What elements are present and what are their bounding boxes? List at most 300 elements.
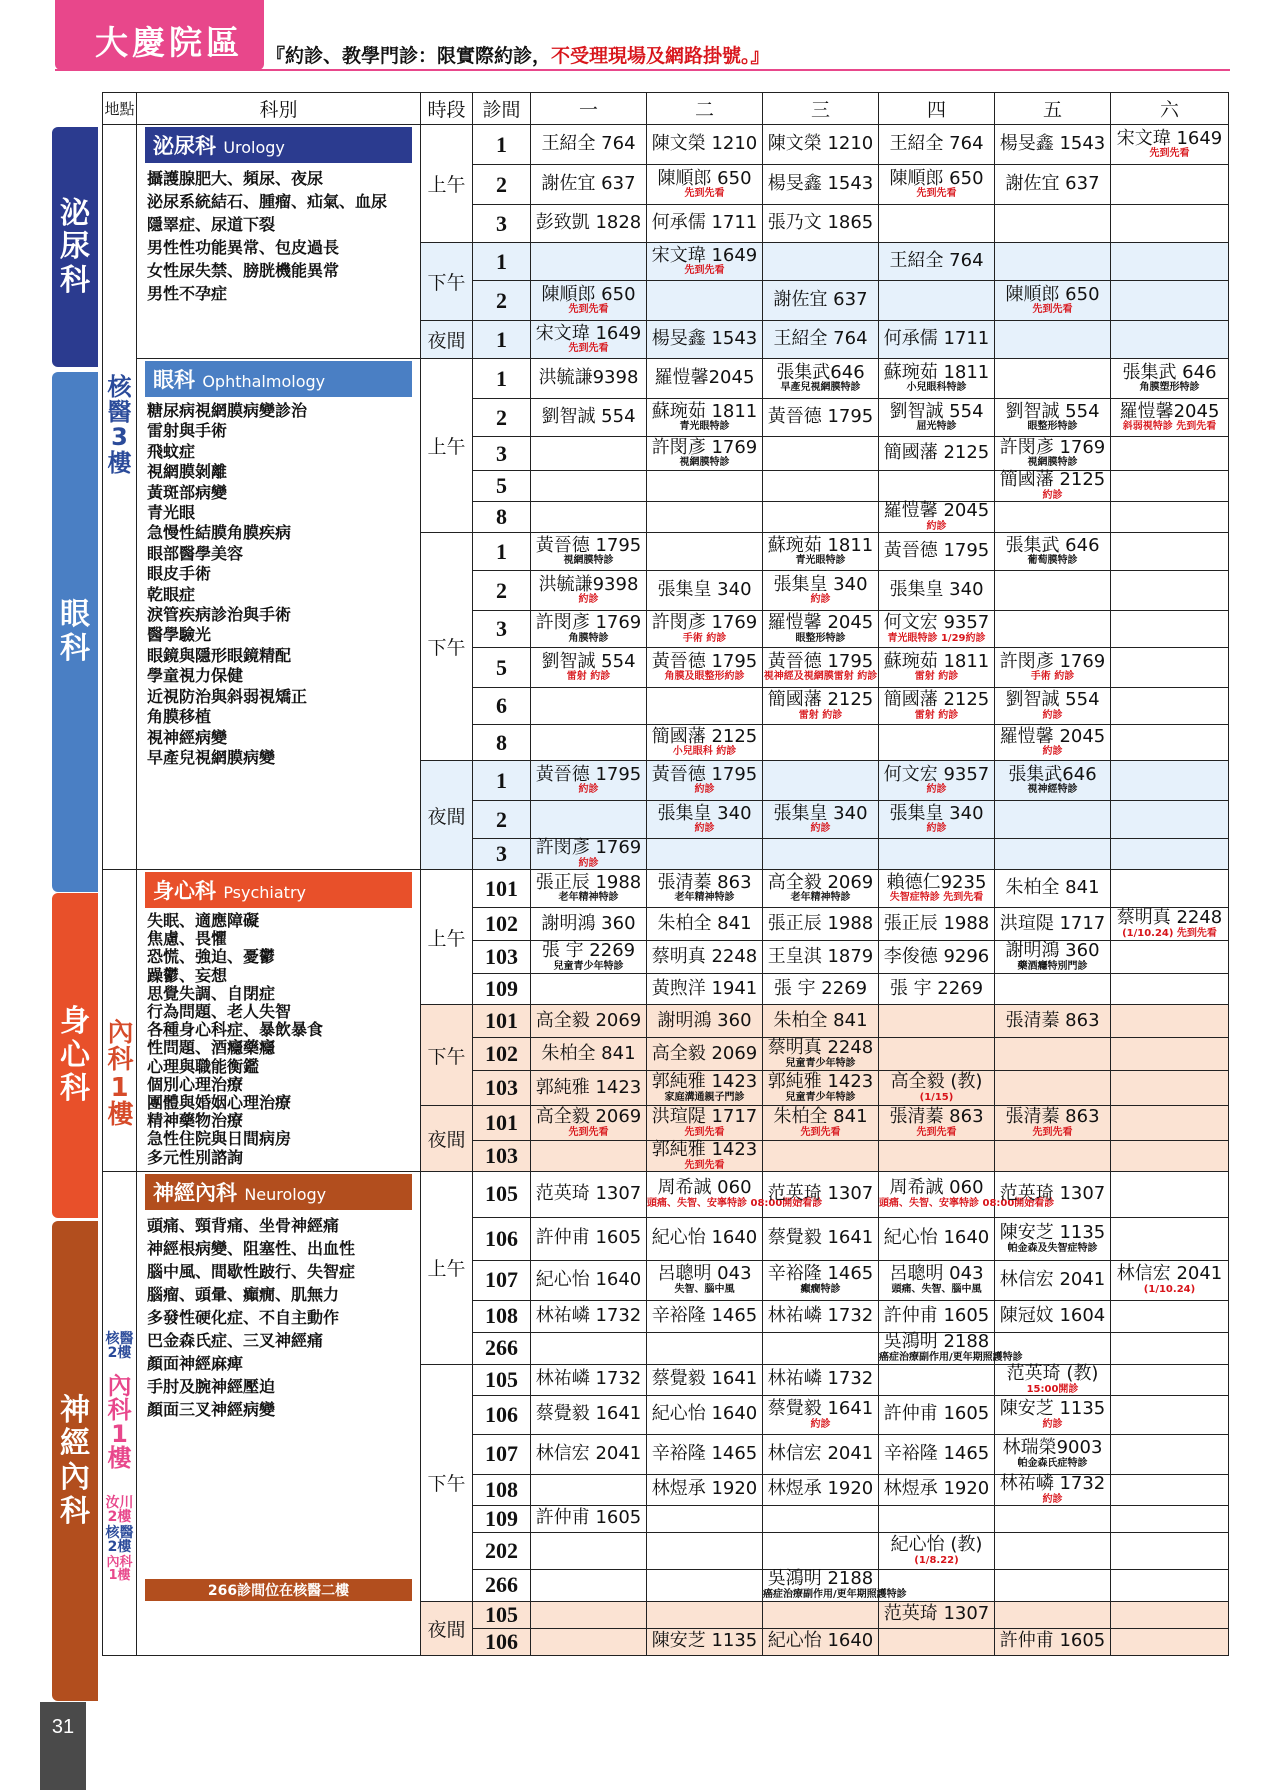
doctor-cell <box>531 725 647 761</box>
doctor-cell <box>1111 1601 1229 1628</box>
doctor-cell <box>1111 1106 1229 1141</box>
doctor-name: 劉智誠 554 <box>541 406 636 428</box>
doctor-cell <box>1111 688 1229 725</box>
doctor-note: 15:00開診 <box>1026 1383 1079 1395</box>
doctor-cell <box>1111 1364 1229 1395</box>
doctor-name: 楊旻鑫 1543 <box>651 328 758 350</box>
doctor-cell <box>1111 1038 1229 1071</box>
doctor-name: 蘇琬茹 1811 <box>767 534 874 556</box>
doctor-cell <box>995 243 1111 281</box>
doctor-name: 周希誠 060 <box>657 1177 752 1199</box>
doctor-name: 辛裕隆 1465 <box>651 1304 758 1326</box>
doctor-note: 頭痛、失智、安寧特診 08:00開始看診 <box>647 1198 823 1210</box>
doctor-cell <box>1111 839 1229 870</box>
subject-item: 學童視力保健 <box>147 666 244 686</box>
doctor-name: 羅愷馨2045 <box>1119 400 1220 422</box>
doctor-name: 張正辰 1988 <box>767 912 874 934</box>
subject-title-psychiatry <box>145 872 412 908</box>
period-cell: 夜間 <box>421 1106 473 1172</box>
subject-title-zh: 泌尿科 <box>153 134 216 158</box>
doctor-cell <box>763 1395 879 1434</box>
doctor-name: 陳順郎 650 <box>657 167 752 189</box>
doctor-name: 羅愷馨 2045 <box>767 612 874 634</box>
doctor-name: 蔡覺毅 1641 <box>651 1368 758 1390</box>
col-room: 診間 <box>473 93 531 125</box>
doctor-note: 約診 <box>810 594 831 606</box>
subject-item: 醫學驗光 <box>147 625 212 645</box>
doctor-name: 李俊德 9296 <box>883 945 990 967</box>
doctor-cell <box>995 839 1111 870</box>
doctor-cell <box>763 1601 879 1628</box>
doctor-cell <box>995 471 1111 502</box>
doctor-name: 范英琦 1307 <box>883 1603 990 1625</box>
doctor-name: 紀心怡 (教) <box>890 1533 983 1555</box>
doctor-cell <box>531 165 647 205</box>
doctor-cell <box>879 1364 995 1395</box>
room-number: 109 <box>473 1505 531 1532</box>
doctor-name: 范英琦 1307 <box>535 1182 642 1204</box>
doctor-note: 眼整形特診 <box>1027 421 1078 433</box>
doctor-cell <box>531 1505 647 1532</box>
doctor-note: 癌症治療副作用/更年期照護特診 <box>879 1352 1023 1364</box>
period-cell: 上午 <box>421 870 473 1005</box>
subject-item: 眼部醫學美容 <box>147 543 244 563</box>
doctor-note: 青光眼特診 <box>795 555 846 567</box>
doctor-cell <box>763 611 879 648</box>
doctor-note: 先到先看 <box>1032 304 1073 316</box>
doctor-name: 林信宏 2041 <box>767 1442 874 1464</box>
doctor-name: 林煜承 1920 <box>651 1478 758 1500</box>
doctor-cell <box>531 1395 647 1434</box>
doctor-cell <box>879 908 995 941</box>
room-number: 105 <box>473 1601 531 1628</box>
doctor-cell <box>995 688 1111 725</box>
subject-title-ophthalmology <box>145 361 412 397</box>
doctor-note: 約診 <box>810 823 831 835</box>
doctor-name: 張 宇 2269 <box>541 940 636 962</box>
doctor-note: 約診 <box>578 784 599 796</box>
doctor-name: 紀心怡 1640 <box>535 1268 642 1290</box>
doctor-cell <box>763 571 879 611</box>
doctor-cell <box>1111 281 1229 321</box>
doctor-name: 張集武 646 <box>1122 361 1217 383</box>
doctor-name: 張集皇 340 <box>889 579 984 601</box>
doctor-cell <box>1111 1071 1229 1106</box>
doctor-cell <box>531 1474 647 1505</box>
doctor-cell <box>995 281 1111 321</box>
doctor-note: 頭痛、失智、腦中風 <box>891 1284 982 1296</box>
doctor-cell <box>531 974 647 1005</box>
doctor-cell <box>995 437 1111 471</box>
room-number: 107 <box>473 1434 531 1474</box>
doctor-name: 張清蓁 863 <box>657 871 752 893</box>
doctor-cell <box>1111 125 1229 165</box>
room-number: 106 <box>473 1395 531 1434</box>
doctor-note: 兒童青少年特診 <box>553 960 624 972</box>
doctor-name: 范英琦 1307 <box>767 1182 874 1204</box>
room-number: 101 <box>473 1106 531 1141</box>
subject-item: 早產兒視網膜病變 <box>147 747 276 767</box>
doctor-cell <box>879 870 995 908</box>
subject-item: 女性尿失禁、膀胱機能異常 <box>147 261 340 280</box>
doctor-cell <box>763 1434 879 1474</box>
doctor-name: 張集皇 340 <box>657 579 752 601</box>
doctor-cell <box>763 1300 879 1332</box>
doctor-note: (1/15) <box>919 1091 954 1103</box>
subject-item: 視網膜剝離 <box>147 462 228 482</box>
doctor-name: 張集皇 340 <box>889 802 984 824</box>
doctor-cell <box>763 125 879 165</box>
doctor-note: 先到先看 <box>684 188 725 200</box>
doctor-name: 張集武 646 <box>1005 534 1100 556</box>
doctor-cell <box>995 1038 1111 1071</box>
location-ruchuan2: 汝川2樓 <box>105 1494 134 1525</box>
doctor-cell <box>995 205 1111 243</box>
subject-item: 近視防治與斜弱視矯正 <box>147 686 308 706</box>
doctor-note: 早產兒視網膜特診 <box>780 382 861 394</box>
doctor-cell <box>995 1141 1111 1172</box>
doctor-name: 周希誠 060 <box>889 1177 984 1199</box>
doctor-name: 張正辰 1988 <box>535 871 642 893</box>
doctor-name: 許閔彥 1769 <box>535 837 642 859</box>
subject-item: 乾眼症 <box>147 584 196 604</box>
doctor-name: 黃晉德 1795 <box>767 406 874 428</box>
doctor-cell <box>995 941 1111 974</box>
subject-title-en: Neurology <box>244 1184 327 1204</box>
doctor-note: 約診 <box>926 784 947 796</box>
room-number: 103 <box>473 1141 531 1172</box>
doctor-name: 黃晉德 1795 <box>767 650 874 672</box>
doctor-name: 朱柏全 841 <box>541 1042 636 1064</box>
doctor-name: 林信宏 2041 <box>999 1268 1106 1290</box>
campus-title: 大慶院區 <box>55 0 264 70</box>
doctor-cell <box>647 502 763 533</box>
doctor-cell <box>647 1434 763 1474</box>
subject-item: 多發性硬化症、不自主動作 <box>147 1307 340 1327</box>
room-number: 1 <box>473 761 531 801</box>
doctor-cell <box>647 243 763 281</box>
doctor-cell <box>995 1569 1111 1601</box>
doctor-name: 洪瑄隄 1717 <box>999 912 1106 934</box>
doctor-cell <box>531 1071 647 1106</box>
room-number: 101 <box>473 1005 531 1038</box>
doctor-note: 失智症特診 先到先看 <box>889 892 984 904</box>
doctor-cell <box>531 761 647 801</box>
doctor-note: 帕金森氏症特診 <box>1017 1458 1088 1470</box>
col-wed: 三 <box>763 93 879 125</box>
doctor-name: 陳安芝 1135 <box>999 1397 1106 1419</box>
doctor-name: 簡國藩 2125 <box>767 689 874 711</box>
room-number: 101 <box>473 870 531 908</box>
doctor-cell <box>763 870 879 908</box>
doctor-name: 范英琦 (教) <box>1006 1362 1099 1384</box>
doctor-name: 陳順郎 650 <box>889 167 984 189</box>
doctor-note: 視神經及視網膜雷射 約診 <box>763 671 878 683</box>
doctor-cell <box>763 974 879 1005</box>
room-number: 266 <box>473 1332 531 1364</box>
doctor-cell <box>763 761 879 801</box>
doctor-cell <box>879 243 995 281</box>
doctor-name: 洪毓謙9398 <box>538 573 639 595</box>
doctor-note: 先到先看 <box>684 265 725 277</box>
doctor-name: 陳安芝 1135 <box>651 1630 758 1652</box>
doctor-cell <box>879 688 995 725</box>
table-row <box>103 125 1229 165</box>
col-thu: 四 <box>879 93 995 125</box>
doctor-cell <box>531 471 647 502</box>
doctor-cell <box>1111 1532 1229 1569</box>
doctor-name: 張集武646 <box>1008 763 1097 785</box>
doctor-cell <box>1111 648 1229 688</box>
doctor-cell <box>647 165 763 205</box>
room-number: 1 <box>473 243 531 281</box>
room-number: 103 <box>473 941 531 974</box>
doctor-cell <box>879 281 995 321</box>
subject-item: 腦中風、間歇性跛行、失智症 <box>147 1261 356 1281</box>
doctor-cell <box>879 941 995 974</box>
doctor-cell <box>1111 399 1229 437</box>
dept-tab-ophthalmology: 眼科 <box>52 372 98 892</box>
room-number: 2 <box>473 165 531 205</box>
subject-item: 頭痛、頸背痛、坐骨神經痛 <box>147 1215 340 1235</box>
doctor-cell <box>879 165 995 205</box>
doctor-name: 蔡覺毅 1641 <box>767 1397 874 1419</box>
subject-item: 急慢性結膜角膜疾病 <box>147 523 292 543</box>
room-number: 3 <box>473 611 531 648</box>
doctor-name: 謝佐宜 637 <box>773 289 868 311</box>
room-number: 108 <box>473 1474 531 1505</box>
doctor-name: 謝明鴻 360 <box>657 1009 752 1031</box>
subject-title-neurology <box>145 1174 412 1210</box>
doctor-cell <box>879 725 995 761</box>
doctor-name: 彭致凱 1828 <box>535 212 642 234</box>
doctor-cell <box>995 1628 1111 1655</box>
doctor-name: 劉智誠 554 <box>889 400 984 422</box>
doctor-name: 陳文榮 1210 <box>651 133 758 155</box>
doctor-cell <box>1111 1141 1229 1172</box>
subject-title-zh: 身心科 <box>153 879 216 903</box>
room-number: 106 <box>473 1217 531 1260</box>
subject-items <box>137 167 420 305</box>
doctor-cell <box>531 1601 647 1628</box>
doctor-note: 手術 約診 <box>1030 671 1075 683</box>
doctor-cell <box>647 359 763 399</box>
doctor-note: 約診 <box>694 823 715 835</box>
doctor-cell <box>763 1532 879 1569</box>
subject-cell-ophthalmology <box>137 359 421 870</box>
doctor-cell <box>995 1260 1111 1300</box>
doctor-name: 黃晉德 1795 <box>535 534 642 556</box>
doctor-cell <box>995 1532 1111 1569</box>
doctor-name: 劉智誠 554 <box>1005 689 1100 711</box>
doctor-cell <box>995 571 1111 611</box>
doctor-cell <box>531 839 647 870</box>
doctor-cell <box>879 399 995 437</box>
table-row <box>103 359 1229 399</box>
subject-item: 躁鬱、妄想 <box>147 965 228 985</box>
doctor-name: 劉智誠 554 <box>541 650 636 672</box>
doctor-note: 小兒眼科特診 <box>906 382 967 394</box>
doctor-cell <box>1111 1474 1229 1505</box>
doctor-name: 張清蓁 863 <box>889 1106 984 1128</box>
doctor-cell <box>647 1071 763 1106</box>
doctor-cell <box>995 725 1111 761</box>
doctor-cell <box>647 471 763 502</box>
doctor-name: 高全毅 (教) <box>890 1071 983 1093</box>
room-number: 3 <box>473 205 531 243</box>
doctor-cell <box>1111 1505 1229 1532</box>
doctor-cell <box>879 974 995 1005</box>
doctor-cell <box>1111 1569 1229 1601</box>
doctor-cell <box>995 359 1111 399</box>
doctor-cell <box>879 1331 1023 1364</box>
doctor-cell <box>531 870 647 908</box>
room-number: 107 <box>473 1260 531 1300</box>
doctor-cell <box>995 321 1111 359</box>
subject-items <box>137 912 420 1167</box>
doctor-cell <box>995 1395 1111 1434</box>
doctor-note: 斜弱視特診 先到先看 <box>1122 421 1217 433</box>
doctor-cell <box>531 399 647 437</box>
doctor-name: 林信宏 2041 <box>1116 1263 1223 1285</box>
period-cell: 下午 <box>421 533 473 761</box>
doctor-cell <box>1111 359 1229 399</box>
subject-item: 男性不孕症 <box>147 284 228 303</box>
doctor-cell <box>647 1005 763 1038</box>
doctor-name: 簡國藩 2125 <box>999 469 1106 491</box>
period-cell: 下午 <box>421 1005 473 1106</box>
doctor-cell <box>879 1141 995 1172</box>
doctor-cell <box>763 1171 879 1217</box>
doctor-name: 王紹全 764 <box>889 250 984 272</box>
period-cell: 下午 <box>421 1364 473 1601</box>
subject-item: 行為問題、老人失智 <box>147 1002 292 1022</box>
doctor-cell <box>879 1300 995 1332</box>
subject-item: 顏面神經麻痺 <box>147 1353 244 1373</box>
subject-item: 隱睪症、尿道下裂 <box>147 215 276 234</box>
subject-item: 泌尿系統結石、腫瘤、疝氣、血尿 <box>147 192 388 211</box>
room-number: 1 <box>473 125 531 165</box>
doctor-cell <box>531 281 647 321</box>
doctor-note: 先到先看 <box>684 1126 725 1138</box>
doctor-cell <box>1111 725 1229 761</box>
doctor-name: 許閔彥 1769 <box>651 436 758 458</box>
doctor-cell <box>531 1364 647 1395</box>
room-number: 102 <box>473 908 531 941</box>
doctor-note: 約診 <box>578 594 599 606</box>
doctor-cell <box>647 870 763 908</box>
doctor-name: 紀心怡 1640 <box>651 1403 758 1425</box>
doctor-name: 呂聰明 043 <box>889 1263 984 1285</box>
doctor-name: 許閔彥 1769 <box>999 436 1106 458</box>
doctor-cell <box>879 321 995 359</box>
doctor-name: 蔡明真 2248 <box>767 1037 874 1059</box>
doctor-note: 雷射 約診 <box>914 671 959 683</box>
doctor-cell <box>647 1364 763 1395</box>
doctor-cell <box>879 801 995 839</box>
doctor-cell <box>531 1569 647 1601</box>
room-number: 2 <box>473 399 531 437</box>
doctor-name: 郭純雅 1423 <box>767 1071 874 1093</box>
doctor-cell <box>647 1628 763 1655</box>
subject-title-zh: 眼科 <box>153 368 195 392</box>
doctor-cell <box>763 1217 879 1260</box>
subject-item: 雷射與手術 <box>147 421 228 441</box>
period-cell: 上午 <box>421 125 473 243</box>
doctor-cell <box>647 1474 763 1505</box>
doctor-cell <box>647 688 763 725</box>
doctor-cell <box>647 611 763 648</box>
doctor-name: 張 宇 2269 <box>773 977 868 999</box>
doctor-name: 黃晉德 1795 <box>883 540 990 562</box>
doctor-cell <box>647 941 763 974</box>
doctor-cell <box>879 1260 995 1300</box>
doctor-note: 約診 <box>926 520 947 532</box>
subject-item: 腦瘤、頭暈、癲癇、肌無力 <box>147 1284 340 1304</box>
doctor-name: 林祐嶙 1732 <box>767 1368 874 1390</box>
doctor-note: 約診 <box>810 1418 831 1430</box>
doctor-cell <box>531 908 647 941</box>
doctor-cell <box>647 1141 763 1172</box>
room-number: 105 <box>473 1364 531 1395</box>
doctor-cell <box>647 1505 763 1532</box>
doctor-name: 許仲甫 1605 <box>535 1507 642 1529</box>
doctor-name: 羅愷馨 2045 <box>883 500 990 522</box>
subject-item: 淚管疾病診治與手術 <box>147 605 292 625</box>
room-number: 1 <box>473 533 531 571</box>
doctor-cell <box>531 437 647 471</box>
subject-item: 攝護腺肥大、頻尿、夜尿 <box>147 169 324 188</box>
doctor-cell <box>647 1601 763 1628</box>
doctor-name: 林信宏 2041 <box>535 1442 642 1464</box>
col-tue: 二 <box>647 93 763 125</box>
doctor-name: 辛裕隆 1465 <box>767 1263 874 1285</box>
doctor-note: 屈光特診 <box>916 421 957 433</box>
doctor-note: 視網膜特診 <box>1027 457 1078 469</box>
doctor-cell <box>763 205 879 243</box>
doctor-cell <box>763 801 879 839</box>
doctor-name: 吳鴻明 2188 <box>767 1568 874 1590</box>
subject-item: 思覺失調、自閉症 <box>147 983 276 1003</box>
doctor-name: 何文宏 9357 <box>883 612 990 634</box>
doctor-note: 青光眼特診 <box>679 421 730 433</box>
doctor-name: 張 宇 2269 <box>889 977 984 999</box>
room-number: 202 <box>473 1532 531 1569</box>
doctor-cell <box>1111 1260 1229 1300</box>
doctor-name: 許閔彥 1769 <box>651 612 758 634</box>
doctor-note: 帕金森及失智症特診 <box>1007 1242 1098 1254</box>
doctor-note: 癲癇特診 <box>800 1284 841 1296</box>
doctor-note: 視網膜特診 <box>679 457 730 469</box>
subject-item: 男性性功能異常、包皮過長 <box>147 238 340 257</box>
col-sat: 六 <box>1111 93 1229 125</box>
period-cell: 上午 <box>421 359 473 533</box>
doctor-name: 郭純雅 1423 <box>651 1139 758 1160</box>
location-cell <box>103 870 137 1172</box>
subject-item: 角膜移植 <box>147 707 212 727</box>
doctor-cell <box>879 359 995 399</box>
room-number: 1 <box>473 321 531 359</box>
doctor-cell <box>1111 1217 1229 1260</box>
doctor-name: 吳鴻明 2188 <box>883 1331 990 1353</box>
doctor-name: 何承儒 1711 <box>883 328 990 350</box>
doctor-cell <box>1111 908 1229 941</box>
doctor-name: 朱柏全 841 <box>773 1106 868 1128</box>
doctor-cell <box>995 125 1111 165</box>
doctor-cell <box>647 321 763 359</box>
subject-item: 個別心理治療 <box>147 1074 244 1094</box>
doctor-cell <box>879 571 995 611</box>
